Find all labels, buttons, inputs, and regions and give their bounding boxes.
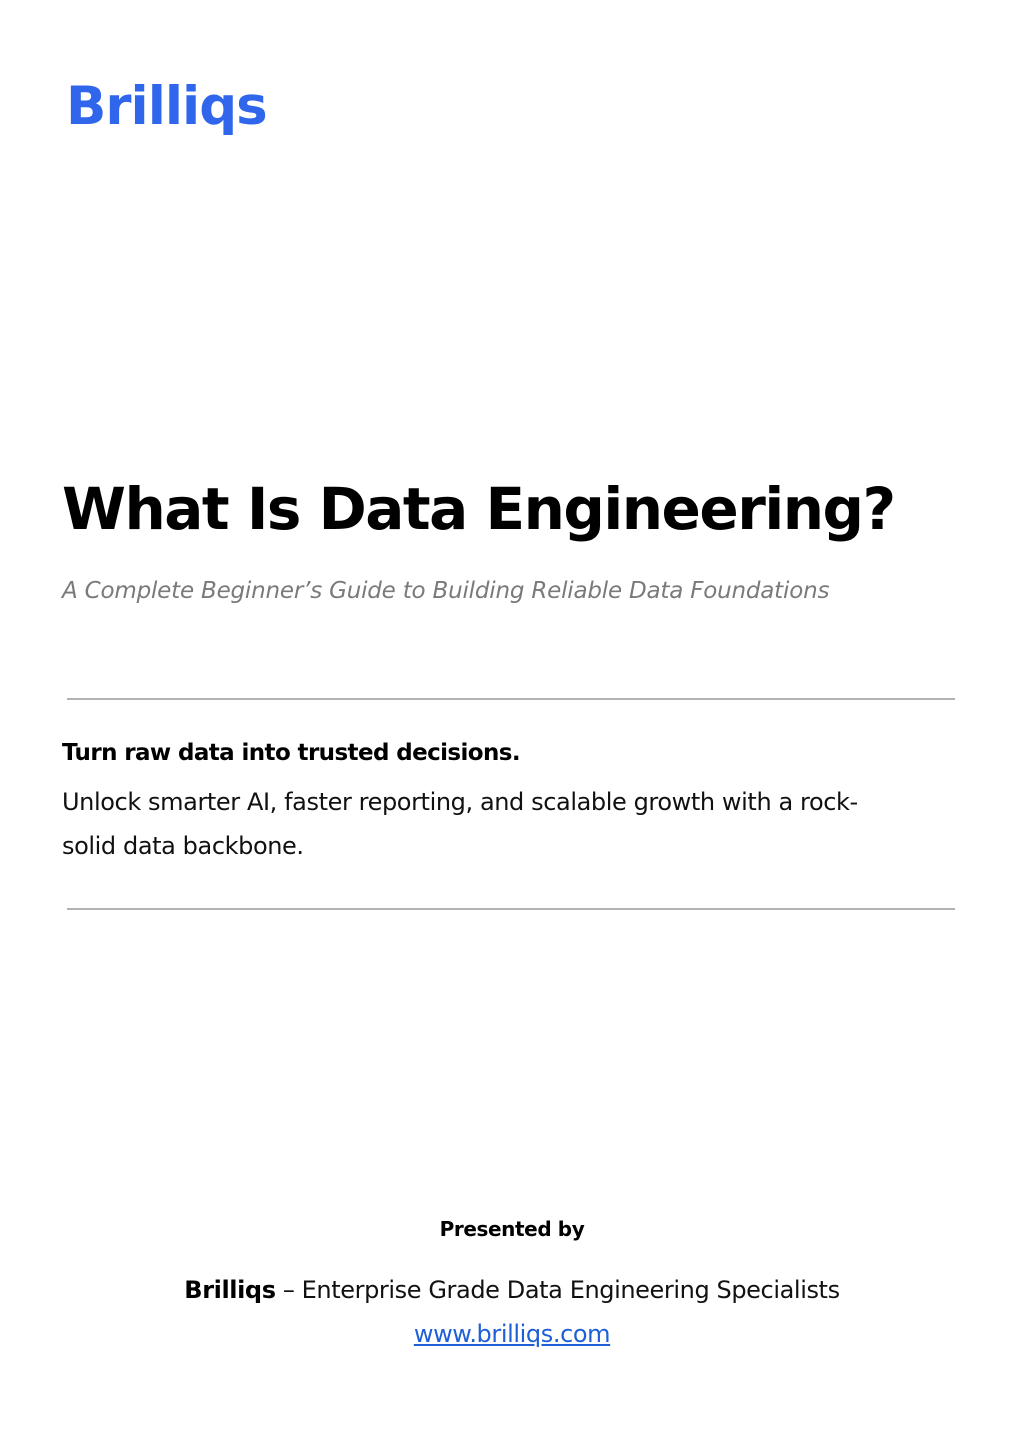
tagline: Turn raw data into trusted decisions.	[62, 740, 520, 766]
page-subtitle: A Complete Beginner’s Guide to Building Reliable Data Foundations	[62, 578, 830, 604]
presented-by-label: Presented by	[439, 1217, 585, 1241]
website-link[interactable]: www.brilliqs.com	[413, 1320, 611, 1348]
website-container	[0, 1320, 1024, 1348]
divider-bottom	[67, 908, 955, 910]
page-title: What Is Data Engineering?	[62, 475, 895, 543]
description-text: Unlock smarter AI, faster reporting, and scalable growth with a rock-solid data backbone.	[62, 788, 858, 860]
company-line	[0, 1276, 1024, 1304]
divider-top	[67, 698, 955, 700]
company-description: – Enterprise Grade Data Engineering Specialists	[275, 1276, 840, 1304]
company-name: Brilliqs	[184, 1276, 276, 1304]
brand-logo: Brilliqs	[66, 76, 267, 137]
